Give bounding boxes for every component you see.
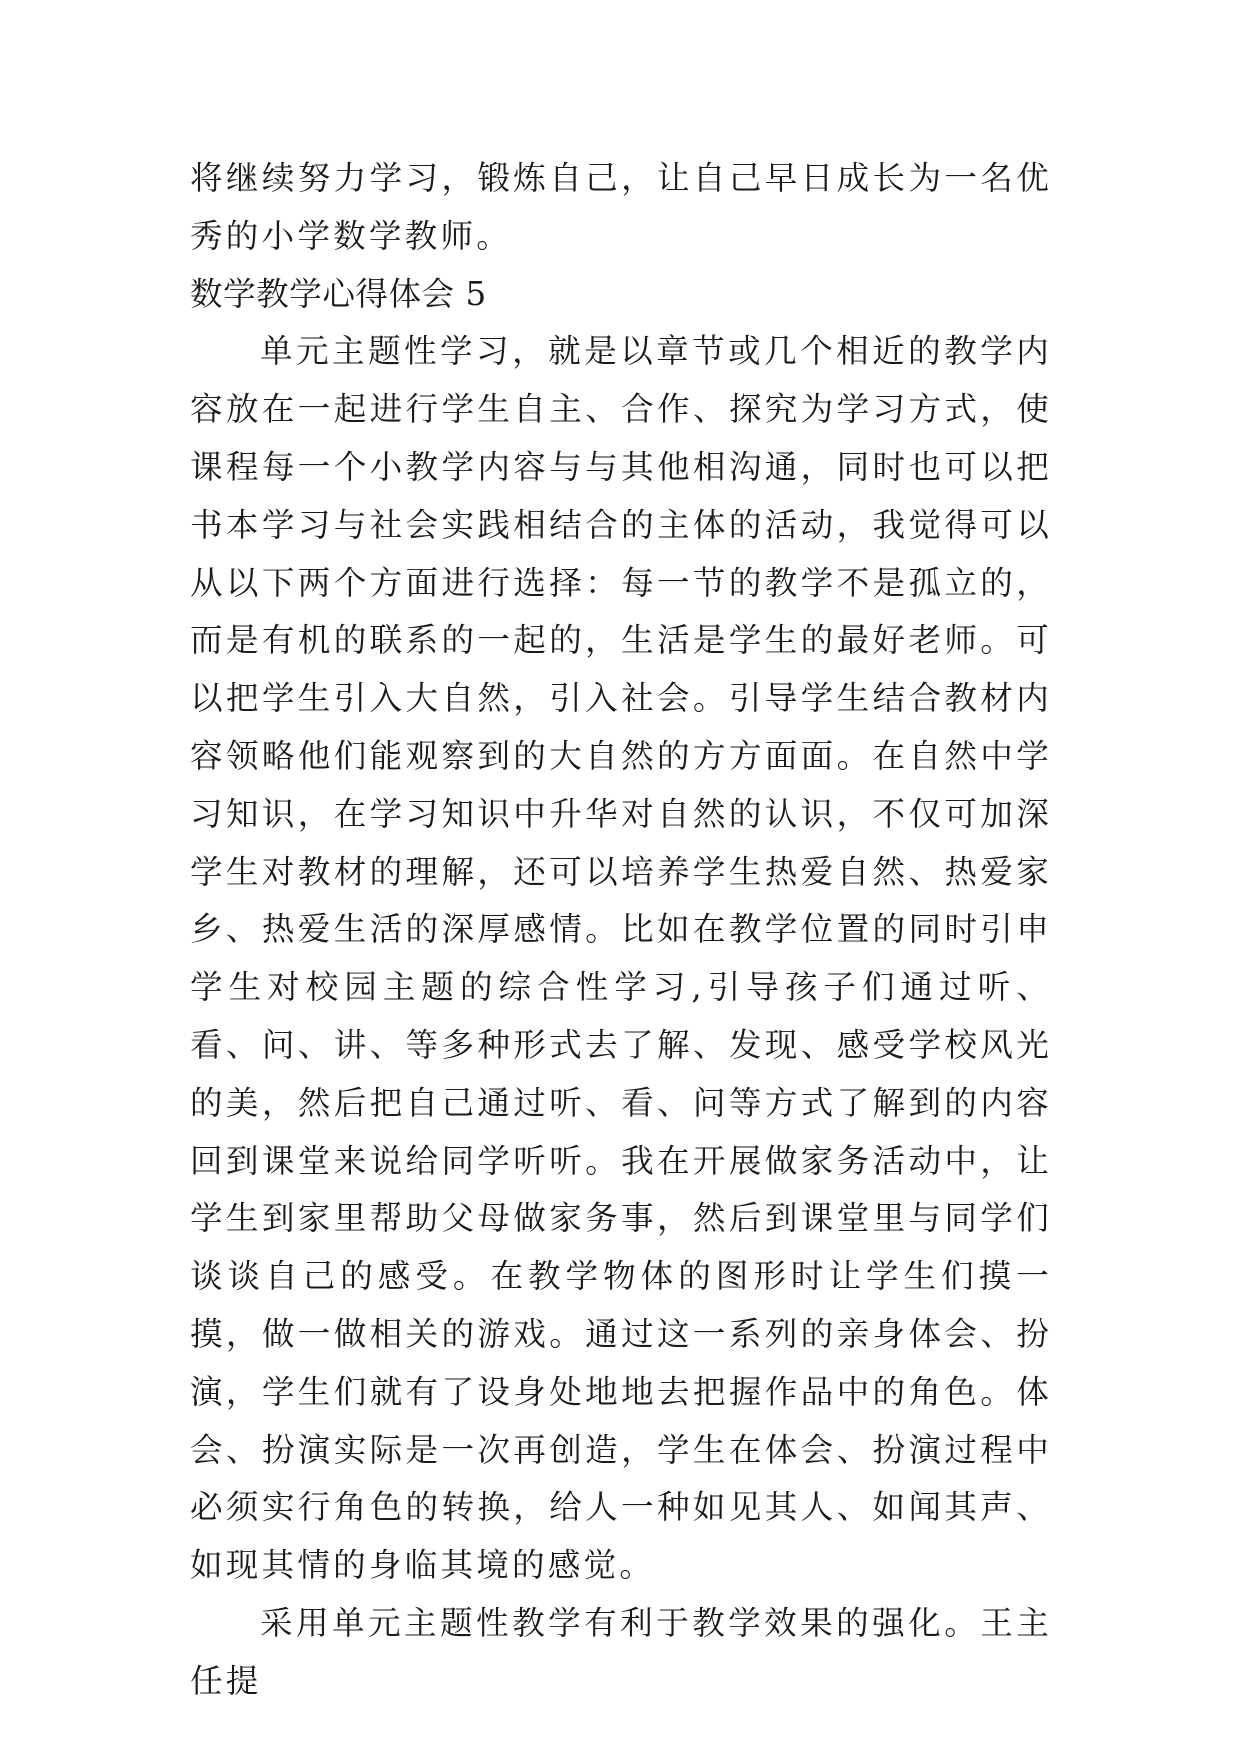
body-paragraph-2: 采用单元主题性教学有利于教学效果的强化。王主任提 xyxy=(190,1603,1052,1700)
intro-paragraph: 将继续努力学习，锻炼自己，让自己早日成长为一名优秀的小学数学教师。 xyxy=(190,159,1052,255)
document-body xyxy=(190,150,1052,1711)
body-paragraph-1: 单元主题性学习，就是以章节或几个相近的教学内容放在一起进行学生自主、合作、探究为学习方式，使课程每一个小教学内容与与其他相沟通，同时也可以把书本学习与社会实践相结合的主体的活动，我觉得可以从以下两个方面进行选择：每一节的教学不是孤立的，而是有机的联系的一起的，生活是学生的最好老师。可以把学生引入大自然，引入社会。引导学生结合教材内容领略他们能观察到的大自然的方方面面。在自然中学习知识，在学习知识中升华对自然的认识，不仅可加深学生对教材的理解，还可以培养学生热爱自然、热爱家乡、热爱生活的深厚感情。比如在教学位置的同时引申学生对校园主题的综合性学习,引导孩子们通过听、看、问、讲、等多种形式去了解、发现、感受学校风光的美，然后把自己通过听、看、问等方式了解到的内容回到课堂来说给同学听听。我在开展做家务活动中，让学生到家里帮助父母做家务事，然后到课堂里与同学们谈谈自己的感受。在教学物体的图形时让学生们摸一摸，做一做相关的游戏。通过这一系列的亲身体会、扮演，学生们就有了设身处地地去把握作品中的角色。体会、扮演实际是一次再创造，学生在体会、扮演过程中必须实行角色的转换，给人一种如见其人、如闻其声、如现其情的身临其境的感觉。 xyxy=(190,332,1052,1585)
section-heading: 数学教学心得体会 5 xyxy=(190,274,487,313)
